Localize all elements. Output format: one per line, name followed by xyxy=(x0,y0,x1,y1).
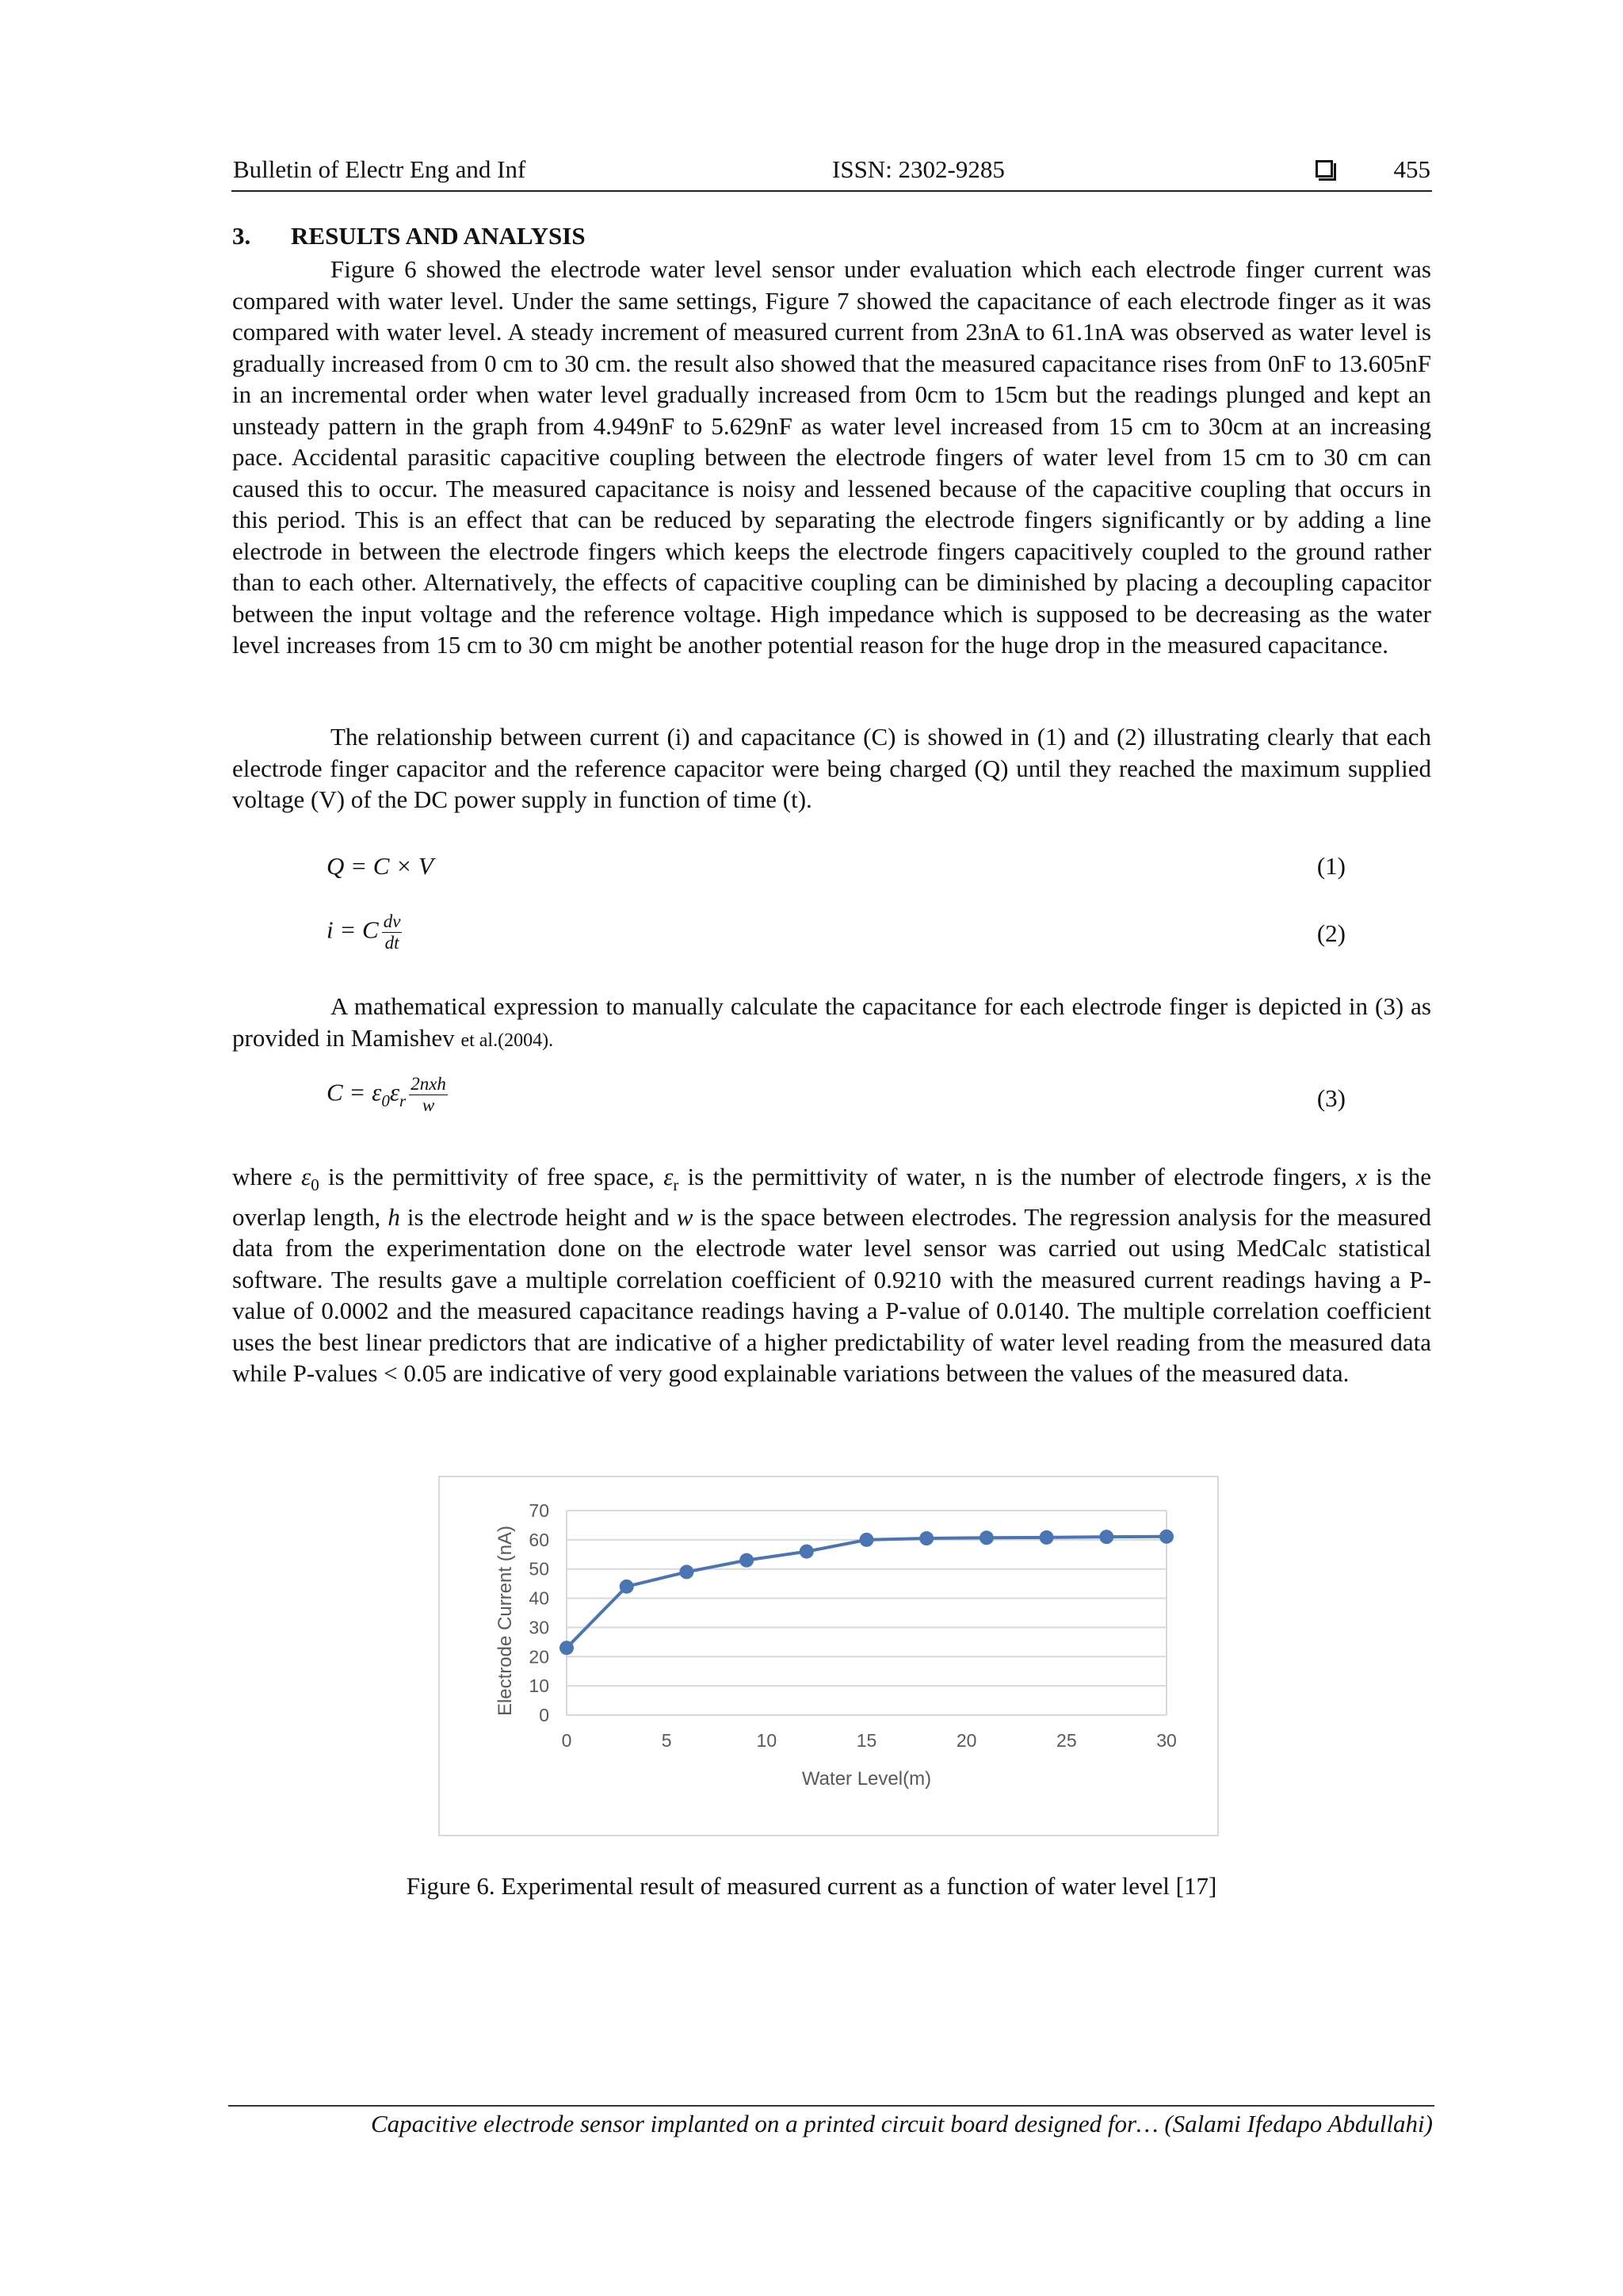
equation-3-eps: ε xyxy=(389,1078,400,1106)
regression-text-c: is the overlap length, xyxy=(232,1163,1431,1231)
equation-1-number: (1) xyxy=(1316,852,1346,880)
data-point xyxy=(800,1545,814,1559)
series-line xyxy=(567,1537,1167,1648)
x-tick-label: 5 xyxy=(661,1730,672,1751)
x-axis-label: Water Level(m) xyxy=(801,1768,932,1790)
data-point xyxy=(559,1641,574,1655)
page-footer: Capacitive electrode sensor implanted on a printed circuit board designed for… (Salami Ifedapo Abdullahi) xyxy=(371,2110,1433,2137)
equation-2-number: (2) xyxy=(1316,919,1346,947)
y-tick-label: 30 xyxy=(529,1617,549,1638)
equation-2-fraction xyxy=(382,911,403,953)
data-point xyxy=(739,1553,754,1568)
symbol-x: x xyxy=(1356,1163,1367,1190)
equation-2 xyxy=(327,911,402,953)
y-tick-label: 20 xyxy=(529,1646,549,1668)
square-icon xyxy=(1316,160,1333,178)
symbol-eps0: ε xyxy=(301,1163,311,1190)
equation-3-numerator: 2nxh xyxy=(411,1074,446,1094)
chart-svg xyxy=(440,1477,1217,1835)
x-tick-label: 0 xyxy=(561,1730,572,1751)
data-point xyxy=(860,1533,874,1547)
x-tick-label: 25 xyxy=(1056,1730,1077,1751)
paragraph-results: Figure 6 showed the electrode water level sensor under evaluation which each electrode finger current was compared with water level. Under the same settings, Figure 7 showed the capacitance of each electrode finger as it was compared with water level. A steady increment of measured current from 23nA to 61.1nA was observed as water level is gradually increased from 0 cm to 30 cm. the result also showed that the measured capacitance rises from 0nF to 13.605nF in an incremental order when water level gradually increased from 0cm to 15cm but the readings plunged and kept an unsteady pattern in the graph from 4.949nF to 5.629nF as water level increased from 15 cm to 30cm at an increasing pace. Accidental parasitic capacitive coupling between the electrode fingers of water level from 15 cm to 30 cm can caused this to occur. The measured capacitance is noisy and lessened because of the capacitive coupling that occurs in this period. This is an effect that can be reduced by separating the electrode fingers significantly or by adding a line electrode in between the electrode fingers which keeps the electrode fingers capacitively coupled to the ground rather than to each other. Alternatively, the effects of capacitive coupling can be diminished by placing a decoupling capacitor between the input voltage and the reference voltage. High impedance which is supposed to be decreasing as the water level increases from 15 cm to 30 cm might be another potential reason for the huge drop in the measured capacitance. xyxy=(232,255,1431,659)
data-point xyxy=(679,1564,693,1579)
paragraph-expression-text: A mathematical expression to manually calculate the capacitance for each electrode finger is depicted in (3) as provided in Mamishev xyxy=(232,992,1431,1052)
regression-text-a: is the permittivity of free space, xyxy=(319,1163,664,1190)
footer-rule xyxy=(228,2105,1434,2107)
data-point xyxy=(980,1530,994,1545)
equation-2-numerator: dv xyxy=(383,911,401,931)
symbol-w: w xyxy=(676,1202,693,1231)
data-point xyxy=(1159,1530,1174,1544)
x-tick-label: 15 xyxy=(856,1730,877,1751)
issn: ISSN: 2302-9285 xyxy=(832,155,1005,183)
regression-text-e: is the space between electrodes. The regression analysis for the measured data from the experimentation done on the electrode water level sensor was carried out using MedCalc statistical software. The results gave a multiple correlation coefficient of 0.9210 with the measured current readings having a P-value of 0.0002 and the measured capacitance readings having a P-value of 0.0140. The multiple correlation coefficient uses the best linear predictors that are indicative of a higher predictability of water level reading from the measured data while P-values < 0.05 are indicative of very good explainable variations between the values of the measured data. xyxy=(232,1202,1431,1388)
citation: et al.(2004). xyxy=(460,1030,554,1051)
equation-1: Q = C × V xyxy=(327,852,433,880)
y-tick-label: 60 xyxy=(529,1529,549,1550)
symbol-eps0-sub: 0 xyxy=(311,1175,319,1195)
equation-3-subr: r xyxy=(399,1091,407,1110)
regression-text-b: is the permittivity of water, n is the number of electrode fingers, xyxy=(678,1163,1357,1190)
equation-2-denominator: dt xyxy=(384,933,399,953)
figure-6-chart xyxy=(438,1476,1219,1836)
equation-3-lhs: C = ε xyxy=(327,1078,382,1106)
equation-3-number: (3) xyxy=(1316,1084,1346,1112)
symbol-epsr: ε xyxy=(663,1163,674,1190)
page-header xyxy=(231,154,1432,192)
regression-text-d: is the electrode height and xyxy=(399,1202,677,1231)
x-tick-label: 10 xyxy=(756,1730,777,1751)
y-tick-label: 50 xyxy=(529,1558,549,1580)
data-point xyxy=(1040,1530,1054,1545)
data-point xyxy=(620,1580,634,1594)
equation-3-sub0: 0 xyxy=(381,1091,390,1110)
paragraph-relationship: The relationship between current (i) and capacitance (C) is showed in (1) and (2) illustrating clearly that each electrode finger capacitor and the reference capacitor were being charged (Q) until they reached the maximum supplied voltage (V) of the DC power supply in function of time (t). xyxy=(232,723,1431,813)
symbol-h: h xyxy=(388,1202,400,1231)
y-tick-label: 10 xyxy=(529,1675,549,1697)
x-tick-label: 30 xyxy=(1156,1730,1177,1751)
section-heading xyxy=(232,222,586,250)
y-tick-label: 0 xyxy=(539,1705,549,1725)
page-number: 455 xyxy=(1393,155,1430,183)
y-axis-label: Electrode Current (nA) xyxy=(495,1525,516,1717)
y-tick-label: 40 xyxy=(529,1587,549,1609)
section-title: RESULTS AND ANALYSIS xyxy=(291,222,586,250)
x-tick-label: 20 xyxy=(956,1730,977,1751)
figure-caption: Figure 6. Experimental result of measured current as a function of water level [17] xyxy=(406,1872,1217,1900)
section-number: 3. xyxy=(232,222,251,250)
symbol-epsr-sub: r xyxy=(673,1175,679,1195)
equation-3 xyxy=(327,1074,448,1116)
data-point xyxy=(919,1531,934,1545)
data-point xyxy=(1099,1530,1113,1544)
paragraph-regression xyxy=(232,1161,1431,1389)
paragraph-expression xyxy=(232,991,1431,1056)
where-text: where xyxy=(232,1163,302,1190)
y-tick-label: 70 xyxy=(529,1500,549,1521)
equation-3-fraction xyxy=(409,1074,448,1116)
equation-2-lhs: i = C xyxy=(327,915,379,944)
equation-3-denominator: w xyxy=(422,1095,435,1115)
journal-name: Bulletin of Electr Eng and Inf xyxy=(233,155,526,183)
